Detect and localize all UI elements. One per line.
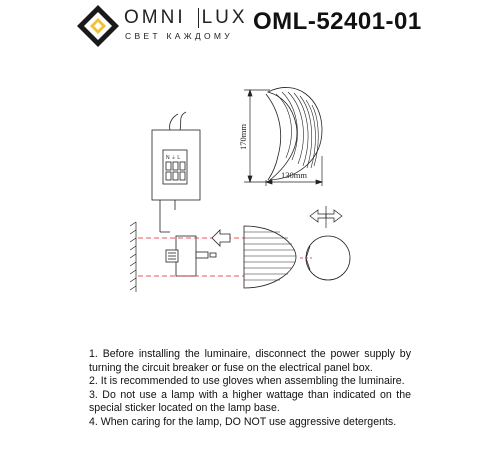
terminal-marks: N ⏚ L: [166, 155, 181, 161]
width-dimension-label: 130mm: [281, 170, 307, 180]
insert-arrow-icon: [212, 230, 230, 246]
wall-section: [130, 222, 136, 292]
diamond-logo-icon: [76, 4, 120, 48]
lamp-side-view: [266, 87, 322, 180]
brand-part-omni: OMNI: [124, 7, 186, 28]
mounting-bracket: [166, 236, 216, 276]
instruction-item: 1. Before installing the luminaire, disconnect the power supply by turning the circuit breaker or fuse on the electrical panel box.: [89, 348, 411, 374]
brand-separator: [198, 8, 199, 28]
instruction-item: 3. Do not use a lamp with a higher wattage than indicated on the special sticker located on the lamp base.: [89, 388, 411, 415]
brand-tagline: СВЕТ КАЖДОМУ: [125, 31, 233, 41]
instruction-item: 4. When caring for the lamp, DO NOT use aggressive detergents.: [89, 415, 397, 428]
lamp-round-view: [300, 236, 350, 280]
brand-name: [124, 7, 248, 29]
rotate-arrows-icon: [310, 206, 342, 228]
instructions-list: [89, 348, 411, 430]
terminal-block-callout: [152, 112, 200, 232]
instruction-item: 2. It is recommended to use gloves when assembling the luminaire.: [89, 375, 405, 388]
height-dimension-label: 170mm: [238, 124, 248, 150]
brand-part-lux: LUX: [201, 7, 248, 28]
model-code: OML-52401-01: [253, 8, 422, 35]
assembly-drawing: [0, 50, 500, 340]
lamp-shade-front: [244, 226, 296, 288]
